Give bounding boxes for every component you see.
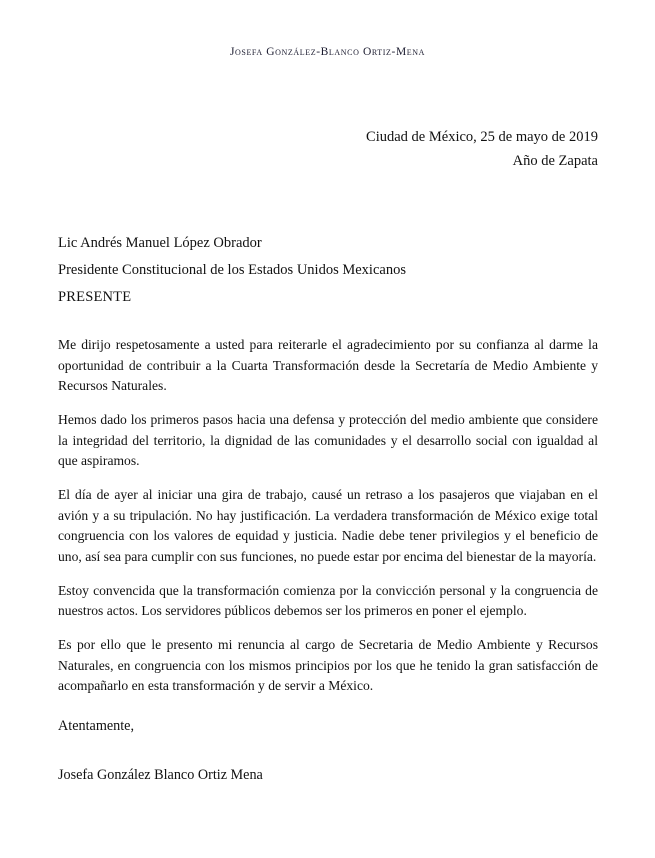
signature-name: Josefa González Blanco Ortiz Mena [58, 766, 263, 783]
year-motto: Año de Zapata [512, 152, 598, 169]
body-paragraph-3: El día de ayer al iniciar una gira de trabajo, causé un retraso a los pasajeros que viajaban en el avión y a su tripulación. No hay justificación. La verdadera transformación de México exige total congruencia con los valores de equidad y justicia. Nadie debe tener privilegios y el beneficio de uno, así sea para cumplir con sus funciones, no puede estar por encima del bienestar de la mayoría. [58, 486, 598, 564]
valediction: Atentamente, [58, 718, 135, 734]
body-paragraph-5: Es por ello que le presento mi renuncia al cargo de Secretaria de Medio Ambiente y Recursos Naturales, en congruencia con los mismos principios por los que he tenido la gran satisfacción de acompañarlo en esta transformación y de servir a México. [58, 636, 598, 694]
date-block [366, 126, 598, 174]
addressee-name: Lic Andrés Manuel López Obrador [58, 235, 262, 251]
addressee-title: Presidente Constitucional de los Estados Unidos Mexicanos [58, 261, 406, 278]
closing-block [58, 715, 598, 786]
body-paragraph-1: Me dirijo respetosamente a usted para reiterarle el agradecimiento por su confianza al darme la oportunidad de contribuir a la Cuarta Transformación desde la Secretaría de Medio Ambiente y Recursos Naturales. [58, 337, 598, 394]
letterhead-name: Josefa González-Blanco Ortiz-Mena [229, 46, 426, 58]
place-and-date: Ciudad de México, 25 de mayo de 2019 [366, 129, 598, 145]
body-paragraph-4: Estoy convencida que la transformación comienza por la convicción personal y la congruencia de nuestros actos. Los servidores públicos debemos ser los primeros en poner el ejemplo. [58, 582, 598, 619]
addressee-present: PRESENTE [58, 288, 132, 305]
addressee-block [58, 230, 598, 310]
letter-body [58, 335, 598, 697]
body-paragraph-2: Hemos dado los primeros pasos hacia una defensa y protección del medio ambiente que considere la integridad del territorio, la dignidad de las comunidades y el desarrollo social con igualdad al que aspiramos. [58, 411, 598, 469]
